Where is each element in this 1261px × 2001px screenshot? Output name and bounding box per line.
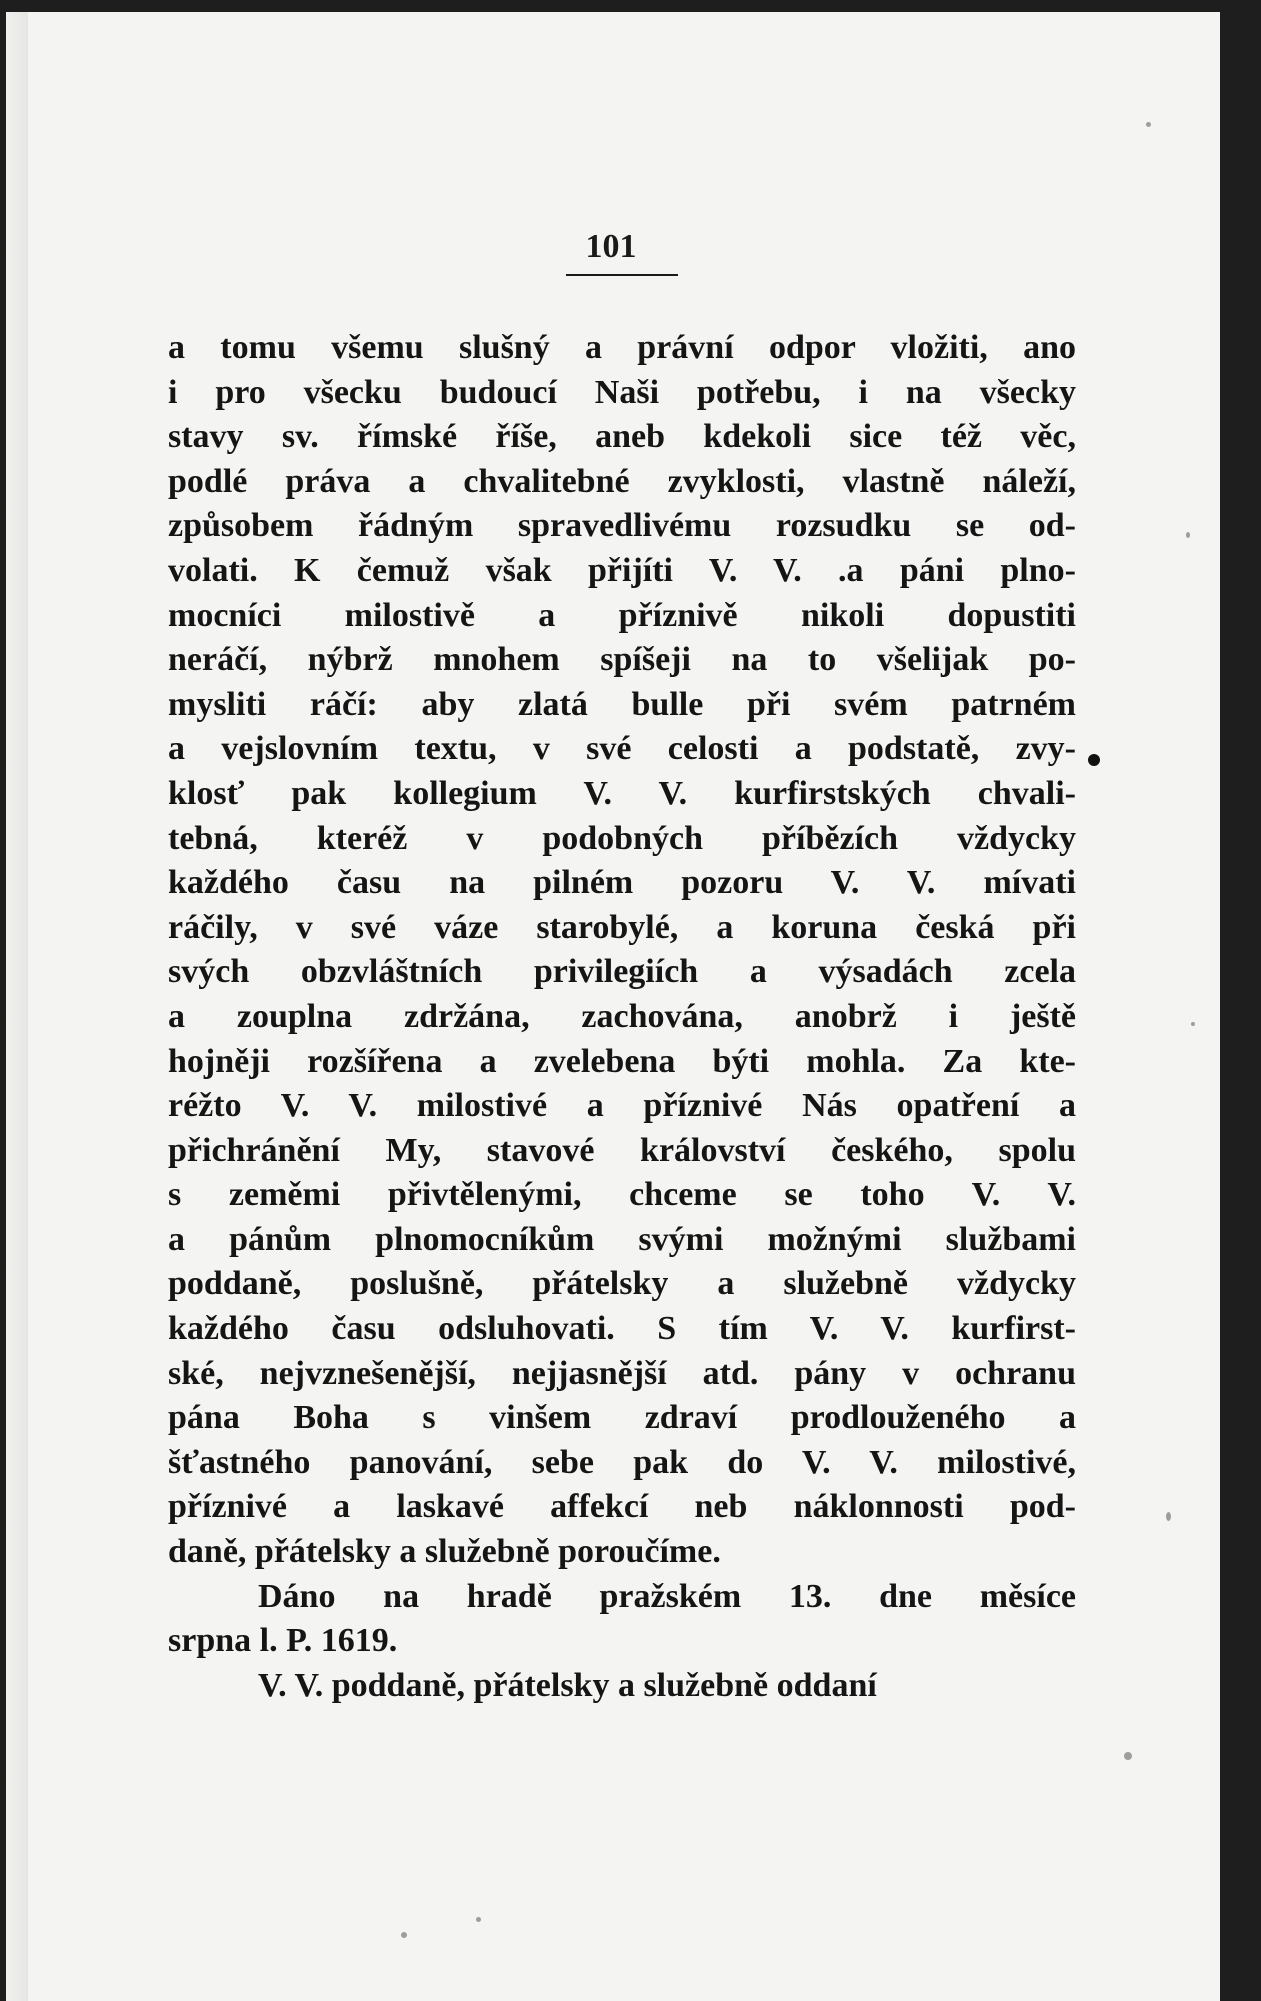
text-line: Dáno na hradě pražském 13. dne měsíce (258, 1577, 1076, 1615)
text-line: klosť pak kollegium V. V. kurfirstských chvali- (168, 774, 1076, 812)
text-line: hojněji rozšířena a zvelebena býti mohla. Za kte- (168, 1042, 1076, 1080)
text-line: a zouplna zdržána, zachována, anobrž i ještě (168, 997, 1076, 1035)
body-text (168, 326, 1076, 1708)
book-page (6, 12, 1220, 2001)
text-line: stavy sv. římské říše, aneb kdekoli sice též věc, (168, 418, 1076, 456)
text-line: podlé práva a chvalitebné zvyklosti, vlastně náleží, (168, 462, 1076, 500)
text-line: přichránění My, stavové království českého, spolu (168, 1131, 1076, 1169)
text-line: pána Boha s vinšem zdraví prodlouženého a (168, 1399, 1076, 1437)
text-line: mocníci milostivě a příznivě nikoli dopustiti (168, 596, 1076, 634)
text-line: srpna l. P. 1619. (168, 1622, 398, 1660)
ink-spot (1088, 754, 1100, 766)
text-line: V. V. poddaně, přátelsky a služebně oddaní (258, 1666, 877, 1704)
ink-speck (1191, 1022, 1195, 1026)
text-line: poddaně, poslušně, přátelsky a služebně vždycky (168, 1265, 1076, 1303)
text-line: s zeměmi přivtělenými, chceme se toho V. V. (168, 1176, 1076, 1214)
text-line: příznivé a laskavé affekcí neb náklonnosti pod- (168, 1488, 1076, 1526)
ink-speck (1124, 1752, 1132, 1760)
text-line: každého času odsluhovati. S tím V. V. kurfirst- (168, 1310, 1076, 1348)
text-line: a tomu všemu slušný a právní odpor vložiti, ano (168, 329, 1076, 366)
text-line: i pro všecku budoucí Naši potřebu, i na všecky (168, 373, 1076, 411)
ink-speck (1186, 532, 1190, 538)
text-line: a pánům plnomocníkům svými možnými službami (168, 1220, 1076, 1258)
text-line: svých obzvláštních privilegiích a výsadách zcela (168, 953, 1076, 991)
text-line: neráčí, nýbrž mnohem spíšeji na to všelijak po- (168, 641, 1076, 679)
text-line: volati. K čemuž však přijíti V. V. .a páni plno- (168, 551, 1076, 589)
ink-speck (476, 1917, 481, 1922)
text-line: mysliti ráčí: aby zlatá bulle při svém patrném (168, 685, 1076, 723)
ink-speck (1146, 122, 1151, 127)
text-line: tebná, kteréž v podobných příbězích vždycky (168, 819, 1076, 857)
page-gutter (6, 12, 28, 2001)
page-number: 101 (585, 228, 637, 265)
text-line: každého času na pilném pozoru V. V. mívati (168, 864, 1076, 902)
ink-speck (401, 1932, 407, 1938)
text-line: šťastného panování, sebe pak do V. V. milostivé, (168, 1443, 1076, 1481)
text-line: ské, nejvznešenější, nejjasnější atd. pány v ochranu (168, 1354, 1076, 1392)
text-line: réžto V. V. milostivé a příznivé Nás opatření a (168, 1087, 1076, 1125)
ink-speck (1166, 1512, 1171, 1521)
text-line: ráčily, v své váze starobylé, a koruna česká při (168, 908, 1076, 946)
page-number-rule (566, 274, 678, 276)
text-line: způsobem řádným spravedlivému rozsudku se od- (168, 507, 1076, 545)
text-line: a vejslovním textu, v své celosti a podstatě, zvy- (168, 730, 1076, 768)
text-line: daně, přátelsky a služebně poroučíme. (168, 1533, 721, 1571)
